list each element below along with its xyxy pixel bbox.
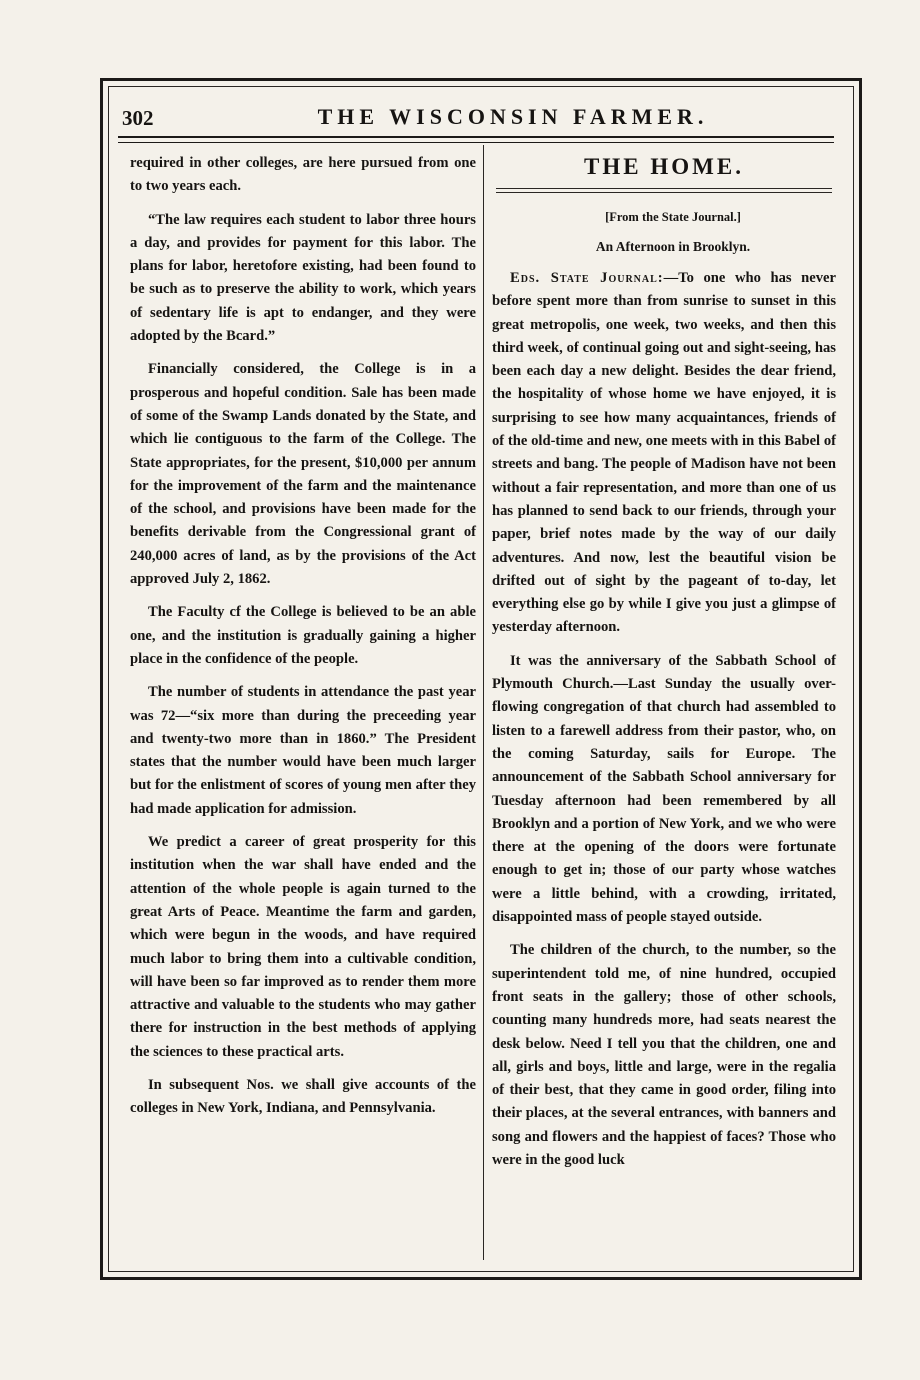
paragraph: The Faculty cf the College is believed to be an able one, and the institution is gradually gaining a higher place in the confidence of the people. (130, 604, 476, 667)
paragraph: We predict a career of great prosperity for this institution when the war shall have ended and the attention of the whole people is again turned to the great Arts of Peace. Meantime the farm and garden, which were begun in the woods, and have required much labor to bring them into a cultivable condition, will have been so far improved as to render them more attractive and valuable to the students who may gather there for instruction in the best methods of applying the sciences to these practical arts. (130, 834, 476, 1060)
paragraph-text: —To one who has never before spent more than from sunrise to sunset in this great metropolis, one week, two weeks, and then this third week, of continual going out and sight-seeing, has been each day a new delight. Besides the dear friend, the hospitality of whose home we have enjoyed, it is surprising to see how many acquaintances, friends of of the old-time and new, one meets with in this Babel of streets and bang. The people of Madison have not been without a fair representation, and more than one of us has planned to send back to our friends, through your paper, brief notes made by the way of our daily adventures. And now, lest the beautiful vision be drifted out of sight by the pageant of to-day, let everything else go by while I give you just a glimpse of yesterday afternoon. (492, 270, 836, 636)
journal-title: THE WISCONSIN FARMER. (317, 104, 709, 129)
paragraph: “The law requires each student to labor three hours a day, and provides for payment for this labor. The plans for labor, heretofore existing, had been found to be such as to preserve the ability to work, which years of sedentary life is apt to endanger, and they were adopted by the Bcard.” (130, 211, 476, 345)
paragraph: It was the anniversary of the Sabbath School of Plymouth Church.—Last Sunday the usually over-flowing congregation of that church had assembled to listen to a farewell address from their pastor, who, on the coming Saturday, sails for Europe. The announcement of the Sabbath School anniversary for Tuesday afternoon had been remembered by all Brooklyn and a portion of New York, and we who were there at the opening of the doors were fortunate enough to get in; those of our party whose watches were a little behind, with a crowding, irritated, disappointed mass of people stayed outside. (492, 652, 836, 926)
section-rule (496, 188, 832, 193)
left-column (130, 152, 476, 1131)
page-number: 302 (122, 106, 154, 130)
paragraph: The number of students in attendance the past year was 72—“six more than during the preceeding year and twenty-two more than in 1860.” The President states that the number would have been much larger but for the enlistment of scores of young men after they had made application for admission. (130, 684, 476, 817)
paragraph: required in other colleges, are here pursued from one to two years each. (130, 155, 476, 195)
paragraph: The children of the church, to the number, so the superintendent told me, of nine hundred, occupied front seats in the gallery; those of other schools, counting many hundreds more, had seats nearest the desk below. Need I tell you that the children, one and all, girls and boys, little and large, were in the regalia of their best, that they came in good order, filing into their places, at the several entrances, with banners and song and flowers and the happiest of faces? Those who were in the good luck (492, 942, 836, 1168)
column-divider (483, 145, 484, 1260)
article-source: [From the State Journal.] (605, 210, 741, 224)
salutation: Eds. State Journal: (510, 270, 664, 286)
article-title: An Afternoon in Brooklyn. (595, 239, 751, 254)
right-column (492, 152, 836, 1182)
running-header (118, 100, 848, 136)
section-title: THE HOME. (584, 154, 744, 179)
paragraph: In subsequent Nos. we shall give accounts of the colleges in New York, Indiana, and Pennsylvania. (130, 1076, 476, 1117)
paragraph (492, 267, 836, 640)
paragraph: Financially considered, the College is in a prosperous and hopeful condition. Sale has been made of some of the Swamp Lands donated by the State, and which lie contiguous to the farm of the College. The State appropriates, for the present, $10,000 per annum for the improvement of the farm and the maintenance of the school, and provisions have been made for the benefits derivable from the Congressional grant of 240,000 acres of land, as by the provisions of the Act approved July 2, 1862. (130, 361, 476, 588)
header-rule (118, 136, 834, 143)
